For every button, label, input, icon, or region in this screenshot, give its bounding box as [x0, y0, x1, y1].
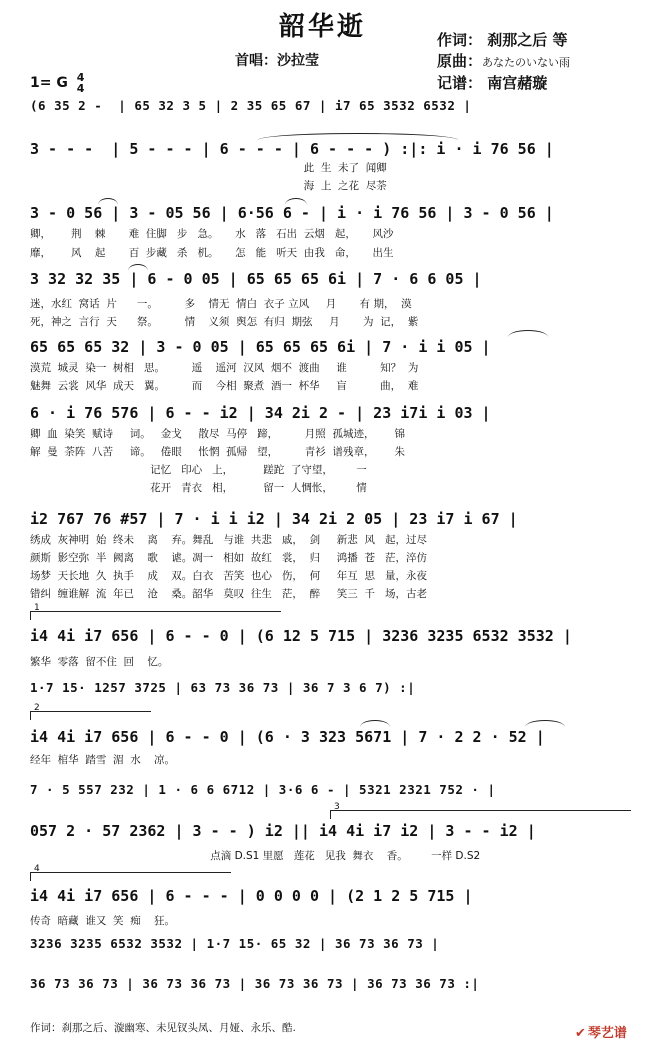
tie-mark [360, 720, 390, 727]
lyric-line: 记忆 印心 上， 蹉跎 了守望， 一 [30, 464, 367, 476]
lyric-line: 迷，水红 窝话 片 一。 多 情无 情白 衣子 立风 月 有 期， 漠 [30, 298, 412, 310]
notation-row: (6 35 2 - | 65 32 3 5 | 2 35 65 67 | i7 65 3532 6532 | [30, 98, 472, 113]
volta-2: 2 [30, 711, 151, 720]
lyric-line: 场梦 天长地 久 执手 成 双。白衣 苦笑 也心 伤， 何 年互 思 量，永夜 [30, 570, 427, 582]
notation-row: 3 32 32 35 | 6 - 0 05 | 65 65 65 6i | 7 · 6 6 05 | [30, 270, 482, 288]
volta-1: 1 [30, 611, 281, 620]
lyric-line: 漠荒 城灵 染一 树相 思。 遥 遥河 汉风 烟不 渡曲 谁 知？ 为 [30, 362, 419, 374]
lyric-line: 卿， 荆 棘 难 住脚 步 急。 水 落 石出 云烟 起， 风沙 [30, 228, 394, 240]
notation-row: 1·7 15· 1257 3725 | 63 73 36 73 | 36 7 3 6 7) :| [30, 680, 416, 695]
lyric-line: 传奇 暗藏 谁又 笑 痴 狂。 [30, 915, 176, 927]
notation-row: 3236 3235 6532 3532 | 1·7 15· 65 32 | 36 73 36 73 | [30, 936, 440, 951]
singer-credit: 首唱：沙拉莹 [235, 53, 319, 69]
footer-credits: 作词：刹那之后、漩幽寒、未见钗头凤、月娅、永乐、酷. [30, 1022, 296, 1034]
lyric-line: 死，神之 言行 天 祭。 情 义须 舆怎 有归 期弦 月 为 记， 紫 [30, 316, 419, 328]
tie-mark [258, 133, 458, 140]
lyric-line: 绣成 灰神明 始 终未 离 弃。舞乱 与谁 共悲 戚， 剑 新悲 风 起，过尽 [30, 534, 427, 546]
time-signature-top: 4 [76, 71, 85, 84]
notation-row: 3 - - - | 5 - - - | 6 - - - | 6 - - - ) :|: i · i 76 56 | [30, 140, 554, 158]
lyric-line: 靡， 风 起 百 步藏 杀 机。 怎 能 听天 由我 命， 出生 [30, 247, 394, 259]
tie-mark [98, 198, 118, 205]
key-tonic: 1= G [30, 75, 68, 91]
credits-block [437, 30, 570, 94]
arranger-credit: 记谱： 南宫赭璇 [437, 74, 548, 92]
notation-row: 057 2 · 57 2362 | 3 - - ) i2 || i4 4i i7 i2 | 3 - - i2 | [30, 822, 536, 840]
notation-row: 3 - 0 56 | 3 - 05 56 | 6·56 6 - | i · i 76 56 | 3 - 0 56 | [30, 204, 554, 222]
lyric-line: 错纠 缠谁解 流 年已 沧 桑。韶华 莫叹 往生 茫， 醉 笑三 千 场，古老 [30, 588, 427, 600]
time-signature [77, 72, 85, 94]
notation-row: i2 767 76 #57 | 7 · i i i2 | 34 2i 2 05 | 23 i7 i 67 | [30, 510, 518, 528]
time-signature-bottom: 4 [76, 82, 85, 95]
notation-row: 65 65 65 32 | 3 - 0 05 | 65 65 65 6i | 7 · i i 05 | [30, 338, 491, 356]
lyric-line: 此 生 未了 闻卿 [30, 162, 387, 174]
volta-3: 3 [330, 810, 631, 819]
logo-icon: ✔ [575, 1026, 586, 1041]
lyric-line: 经年 棺华 踏雪 湄 水 凉。 [30, 754, 176, 766]
original-value: あなたのいない雨 [482, 56, 571, 69]
lyric-line: 点滴 D.S1 里愿 莲花 见我 舞衣 香。 一样 D.S2 [30, 850, 481, 862]
lyric-line: 繁华 零落 留不住 回 忆。 [30, 656, 169, 668]
notation-row: i4 4i i7 656 | 6 - - - | 0 0 0 0 | (2 1 2 5 715 | [30, 887, 473, 905]
lyric-line: 海 上 之花 尽荼 [30, 180, 387, 192]
lyric-line: 解 曼 荼阵 八苦 谛。 倦眼 怅惘 孤帰 望， 青衫 谱残章， 朱 [30, 446, 406, 458]
site-logo [575, 1022, 627, 1041]
tie-mark [285, 198, 307, 205]
lyricist-credit: 作词： 刹那之后 等 [437, 31, 568, 49]
volta-4: 4 [30, 872, 231, 881]
original-credit [437, 51, 570, 73]
tie-mark [128, 264, 148, 271]
notation-row: 7 · 5 557 232 | 1 · 6 6 6712 | 3·6 6 - | 5321 2321 752 · | [30, 782, 496, 797]
notation-row: 36 73 36 73 | 36 73 36 73 | 36 73 36 73 | 36 73 36 73 :| [30, 976, 480, 991]
lyric-line: 颜斯 影空弥 半 阙离 歌 谑。凋一 相如 故红 裳， 归 鸿播 苍 茫，淬仿 [30, 552, 427, 564]
notation-row: i4 4i i7 656 | 6 - - 0 | (6 · 3 323 5671 | 7 · 2 2 · 52 | [30, 728, 545, 746]
notation-row: i4 4i i7 656 | 6 - - 0 | (6 12 5 715 | 3236 3235 6532 3532 | [30, 627, 572, 645]
lyric-line: 卿 血 染笑 赋诗 词。 金戈 散尽 马停 蹄， 月照 孤城迹， 锦 [30, 428, 406, 440]
tie-mark [508, 330, 548, 337]
original-label: 原曲： [437, 52, 483, 70]
song-title: 韶华逝 [278, 12, 366, 42]
lyric-line: 花开 青衣 相， 留一 人惆怅， 情 [30, 482, 367, 494]
key-signature [30, 72, 84, 94]
lyric-line: 魅舞 云裳 风华 成天 翼。 而 今相 聚煮 酒一 杯华 盲 曲， 难 [30, 380, 419, 392]
notation-row: 6 · i 76 576 | 6 - - i2 | 34 2i 2 - | 23 i7i i 03 | [30, 404, 491, 422]
logo-text: 琴艺谱 [587, 1026, 627, 1041]
tie-mark [525, 720, 565, 727]
